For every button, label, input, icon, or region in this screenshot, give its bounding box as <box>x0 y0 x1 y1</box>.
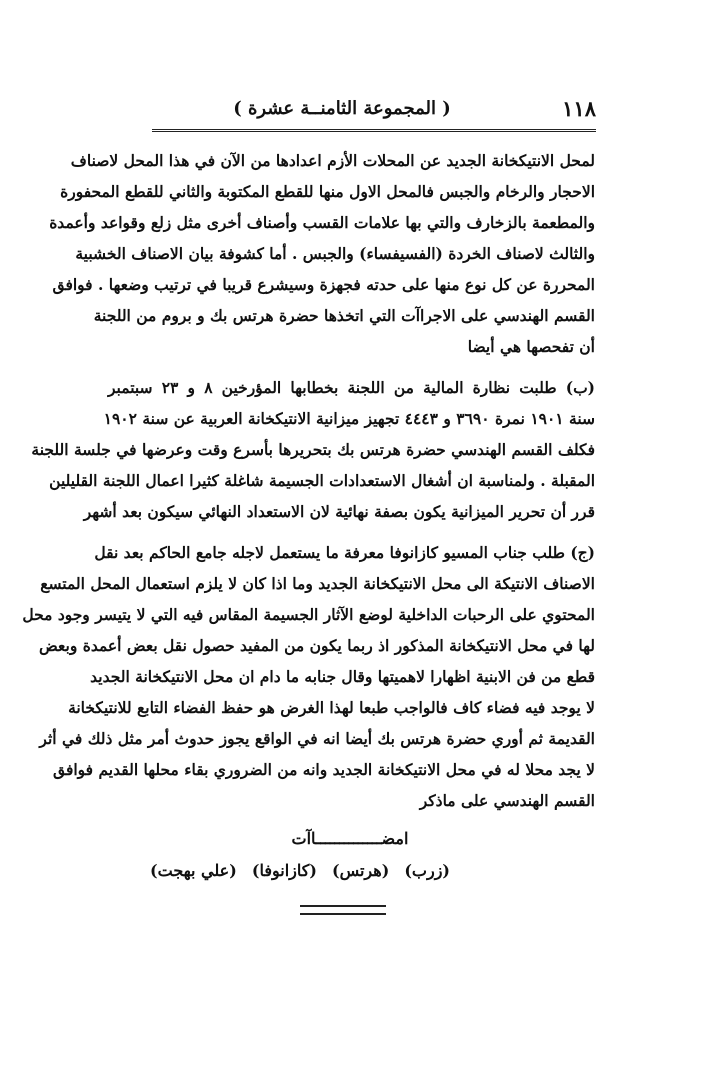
running-title: ( المجموعة الثامنــة عشرة ) <box>233 98 451 119</box>
page-number: ١١٨ <box>562 96 596 121</box>
text-line: المحتوي على الرحبات الداخلية لوضع الآثار الجسيمة المقاس فيه التي لا يتيسر وجود محل <box>22 605 595 624</box>
signature-name: (علي بهجت) <box>150 861 237 880</box>
text-line: القديمة ثم أوري حضرة هرتس بك أيضا انه في الواقع يجوز حدوث أمر مثل ذلك في أثر <box>39 729 595 748</box>
text-line: فكلف القسم الهندسي حضرة هرتس بك بتحريرها بأسرع وقت وعرضها في جلسة اللجنة <box>31 440 595 459</box>
end-rule <box>300 905 386 915</box>
text-line: قرر أن تحرير الميزانية يكون بصفة نهائية لان الاستعداد النهائي سيكون بعد أشهر <box>83 502 595 521</box>
text-line: (ب) طلبت نظارة المالية من اللجنة بخطابها المؤرخين ٨ و ٢٣ سبتمبر <box>108 378 595 397</box>
signatures-row <box>150 858 450 884</box>
signature-name: (زرب) <box>404 861 450 880</box>
text-line: المحررة عن كل نوع منها على حدته فجهزة وسيشرع قريبا في ترتيب وضعها . فوافق <box>52 275 595 294</box>
text-line: القسم الهندسي على الاجراآت التي اتخذها حضرة هرتس بك و بروم من اللجنة <box>93 306 595 325</box>
text-line: أن تفحصها هي أيضا <box>467 337 595 356</box>
signature-name: (كازانوفا) <box>251 861 317 880</box>
text-line: لمحل الانتيكخانة الجديد عن المحلات الأزم اعدادها من الآن في هذا المحل لاصناف <box>70 151 595 170</box>
text-line: (ج) طلب جناب المسيو كازانوفا معرفة ما يستعمل لاجله جامع الحاكم بعد نقل <box>94 543 595 562</box>
text-line: والمطعمة بالزخارف والتي بها علامات القسب وأصناف أخرى مثل زلع وقواعد وأعمدة <box>49 213 595 232</box>
text-line: الاحجار والرخام والجبس فالمحل الاول منها للقطع المكتوبة والثاني للقطع المحفورة <box>60 182 595 201</box>
text-line: لا يوجد فيه فضاء كاف فالواجب طبعا لهذا الغرض هو حفظ الفضاء التابع للانتيكخانة <box>68 698 595 717</box>
signature-name: (هرتس) <box>332 861 390 880</box>
text-line: سنة ١٩٠١ نمرة ٣٦٩٠ و ٤٤٤٣ تجهيز ميزانية الانتيكخانة العربية عن سنة ١٩٠٢ <box>103 409 595 428</box>
header-rule <box>152 129 596 132</box>
text-line: القسم الهندسي على ماذكر <box>419 791 595 810</box>
text-line: الاصناف الانتيكة الى محل الانتيكخانة الجديد وما اذا كان لا يلزم استعمال المحل المتسع <box>40 574 595 593</box>
text-line: المقبلة . ولمناسبة ان أشغال الاستعدادات الجسيمة شاغلة كثيرا اعمال اللجنة القليلين <box>49 471 595 490</box>
signatures-heading: امضــــــــــــــاآت <box>291 829 409 848</box>
text-line: لا يجد محلا له في محل الانتيكخانة الجديد وانه من الضروري بقاء محلها القديم فوافق <box>53 760 595 779</box>
text-line: قطع من فن الابنية اظهارا لاهميتها وقال جنابه ما دام ان محل الانتيكخانة الجديد <box>90 667 595 686</box>
text-line: والثالث لاصناف الخردة (الفسيفساء) والجبس . أما كشوفة بيان الاصناف الخشبية <box>75 244 595 263</box>
page-header <box>152 94 596 124</box>
text-line: لها في محل الانتيكخانة المذكور اذ ربما يكون من المفيد حصول نقل بعض أعمدة وبعض <box>39 636 595 655</box>
